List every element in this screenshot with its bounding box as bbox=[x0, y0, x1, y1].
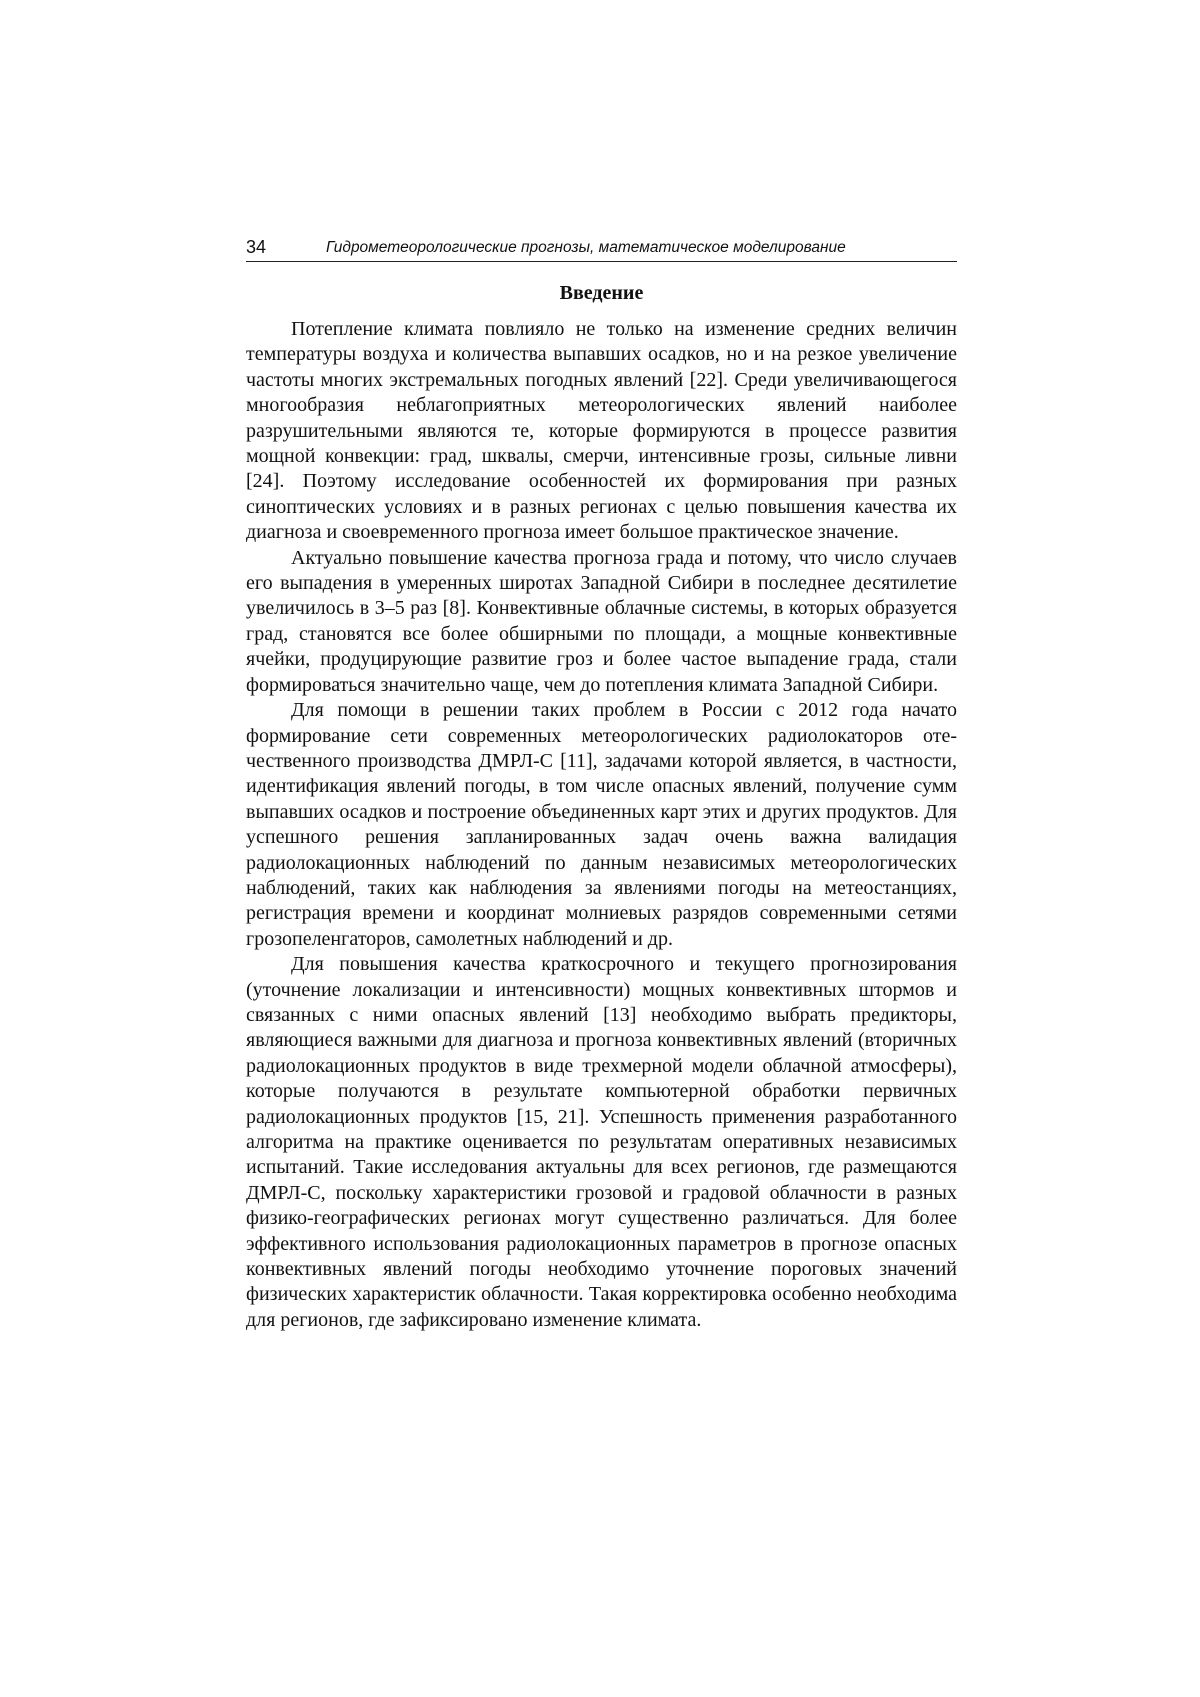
paragraph-4: Для повышения качества краткосрочного и текущего прогнозирования (уточнение локализации и интенсивности) мощных конвективных штормов и связанных с ними опасных явлений [13] необходимо выбрать предикторы, являющиеся важными для диагноза и прогноза конвективных явлений (вторичных радиолокационных продуктов в виде трехмерной модели облачной атмосферы), которые получаются в результате компьютерной обработки первичных радиолокационных продуктов [15, 21]. Успешность применения разработанного алгоритма на практике оценивается по результатам оперативных независимых испытаний. Такие исследования актуальны для всех регионов, где размещаются ДМРЛ-С, поскольку характеристики грозовой и градовой облачности в разных физико-географических регионах могут существенно различаться. Для более эффективного использования радиолокационных параметров в прогнозе опасных конвективных явлений погоды необходимо уточнение пороговых значений физических характеристик облачности. Такая корректировка особенно необходима для регионов, где зафиксировано изменение климата. bbox=[246, 953, 957, 1331]
paragraph-1: Потепление климата повлияло не только на изменение средних величин температуры воздуха и количества выпавших осадков, но и на резкое увеличение частоты многих экстремальных погодных явлений [22]. Среди увеличивающегося многообразия неблагоприятных метеорологических явлений наиболее разрушительными являются те, которые формируются в процессе развития мощной конвекции: град, шквалы, смерчи, интенсивные грозы, сильные ливни [24]. Поэтому исследование особенностей их формирования при разных синоптических условиях и в разных регионах с целью повышения качества их диагноза и своевременного прогноза имеет большое практическое значение. bbox=[246, 318, 957, 544]
paragraph-2: Актуально повышение качества прогноза града и потому, что число случаев его выпадения в умеренных широтах Западной Сибири в последнее десятилетие увеличилось в 3–5 раз [8]. Конвективные облачные системы, в которых образуется град, становятся все более обширными по площади, а мощные конвективные ячейки, продуцирующие развитие гроз и более частое выпадение града, стали формироваться значительно чаще, чем до потепления климата Западной Сибири. bbox=[246, 546, 957, 696]
section-heading: Введение bbox=[559, 282, 644, 304]
journal-title: Гидрометеорологические прогнозы, математическое моделирование bbox=[326, 239, 846, 256]
page-number: 34 bbox=[246, 237, 267, 257]
section-introduction bbox=[246, 280, 957, 1333]
running-header bbox=[246, 236, 957, 262]
paragraph-3: Для помощи в решении таких проблем в России с 2012 года начато формирование сети современных метеорологических радиолокаторов отечественного производства ДМРЛ-С [11], задачами которой является, в частности, идентификация явлений погоды, в том числе опасных явлений, получение сумм выпавших осадков и построение объединенных карт этих и других продуктов. Для успешного решения запланированных задач очень важна валидация радиолокационных наблюдений по данным независимых метеорологических наблюдений, таких как наблюдения за явлениями погоды на метеостанциях, регистрация времени и координат молниевых разрядов современными сетями грозопеленгаторов, самолетных наблюдений и др. bbox=[246, 699, 957, 950]
